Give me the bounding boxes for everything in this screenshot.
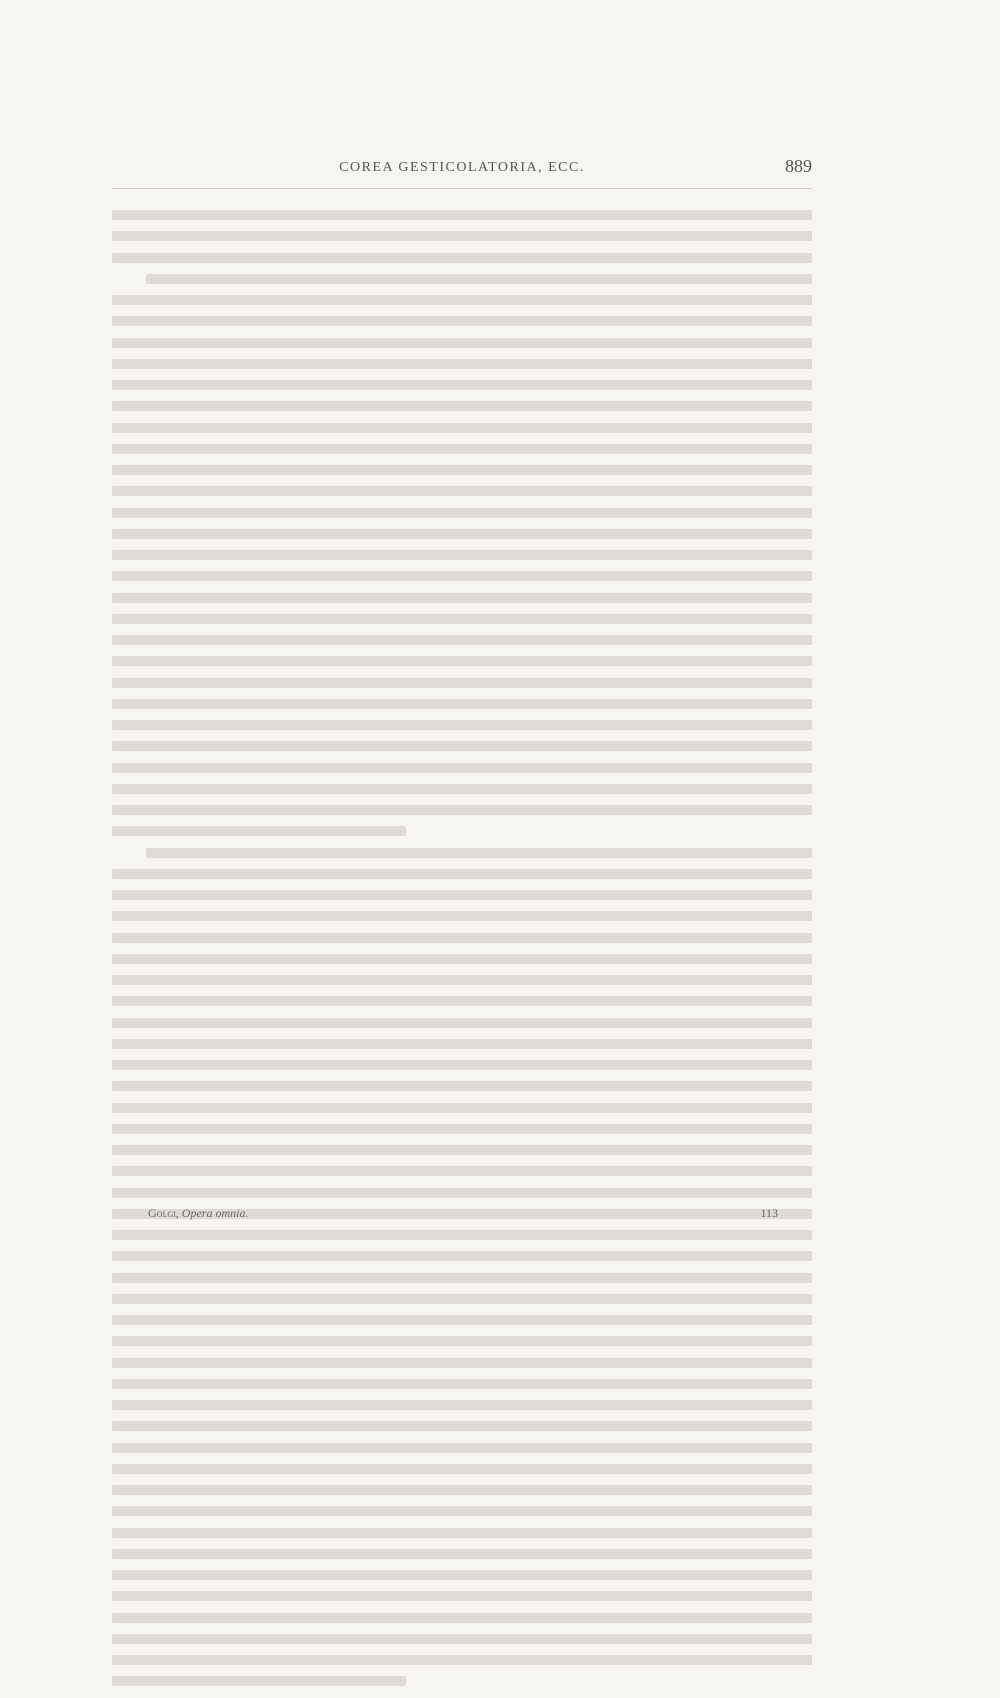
body-text-line <box>112 1103 812 1113</box>
body-text-line <box>112 295 812 305</box>
body-text-line <box>112 656 812 666</box>
body-text-line <box>112 1230 812 1240</box>
body-text-line <box>112 869 812 879</box>
body-text-line <box>112 1613 812 1623</box>
body-text-line <box>112 678 812 688</box>
body-text-line <box>112 635 812 645</box>
body-text-line <box>112 1145 812 1155</box>
body-text-line <box>112 1188 812 1198</box>
body-text-line <box>112 720 812 730</box>
body-text-line <box>112 1400 812 1410</box>
body-text-line <box>112 593 812 603</box>
body-text-line <box>112 1124 812 1134</box>
body-text-line <box>146 848 812 858</box>
body-text-line <box>112 784 812 794</box>
body-text-line <box>112 1421 812 1431</box>
body-text-line <box>112 550 812 560</box>
body-text-line <box>146 274 812 284</box>
body-text-line <box>112 805 812 815</box>
body-text-line <box>112 423 812 433</box>
body-text-line <box>112 826 406 836</box>
body-text-line <box>112 975 812 985</box>
body-text-line <box>112 1443 812 1453</box>
running-head <box>112 156 812 184</box>
body-text-line <box>112 741 812 751</box>
body-text-line <box>112 890 812 900</box>
body-text-line <box>112 996 812 1006</box>
body-text-line <box>112 1676 406 1686</box>
body-text-block <box>112 210 812 1698</box>
body-text-line <box>112 1655 812 1665</box>
footer-signature: 113 <box>760 1206 778 1220</box>
body-text-line <box>112 253 812 263</box>
footer-work: Opera omnia. <box>181 1206 249 1220</box>
body-text-line <box>112 231 812 241</box>
footer-citation <box>148 1206 248 1221</box>
body-text-line <box>112 380 812 390</box>
body-text-line <box>112 1018 812 1028</box>
body-text-line <box>112 1039 812 1049</box>
body-text-line <box>112 1251 812 1261</box>
body-text-line <box>112 954 812 964</box>
body-text-line <box>112 1294 812 1304</box>
body-text-line <box>112 444 812 454</box>
body-text-line <box>112 316 812 326</box>
body-text-line <box>112 614 812 624</box>
header-rule <box>112 188 812 189</box>
body-text-line <box>112 763 812 773</box>
body-text-line <box>112 508 812 518</box>
page-number: 889 <box>785 156 812 176</box>
body-text-line <box>112 359 812 369</box>
footer-author: Golgi, <box>148 1206 179 1220</box>
body-text-line <box>112 338 812 348</box>
body-text-line <box>112 571 812 581</box>
body-text-line <box>112 210 812 220</box>
body-text-line <box>112 401 812 411</box>
body-text-line <box>112 911 812 921</box>
body-text-line <box>112 529 812 539</box>
body-text-line <box>112 1358 812 1368</box>
body-text-line <box>112 933 812 943</box>
body-text-line <box>112 699 812 709</box>
page-footer <box>148 1206 778 1226</box>
body-text-line <box>112 1273 812 1283</box>
body-text-line <box>112 1485 812 1495</box>
body-text-line <box>112 1315 812 1325</box>
body-text-line <box>112 1634 812 1644</box>
body-text-line <box>112 1081 812 1091</box>
body-text-line <box>112 1379 812 1389</box>
body-text-line <box>112 486 812 496</box>
body-text-line <box>112 465 812 475</box>
body-text-line <box>112 1506 812 1516</box>
body-text-line <box>112 1528 812 1538</box>
body-text-line <box>112 1166 812 1176</box>
running-title: COREA GESTICOLATORIA, ECC. <box>339 160 585 175</box>
body-text-line <box>112 1591 812 1601</box>
body-text-line <box>112 1570 812 1580</box>
body-text-line <box>112 1549 812 1559</box>
body-text-line <box>112 1464 812 1474</box>
body-text-line <box>112 1060 812 1070</box>
body-text-line <box>112 1336 812 1346</box>
